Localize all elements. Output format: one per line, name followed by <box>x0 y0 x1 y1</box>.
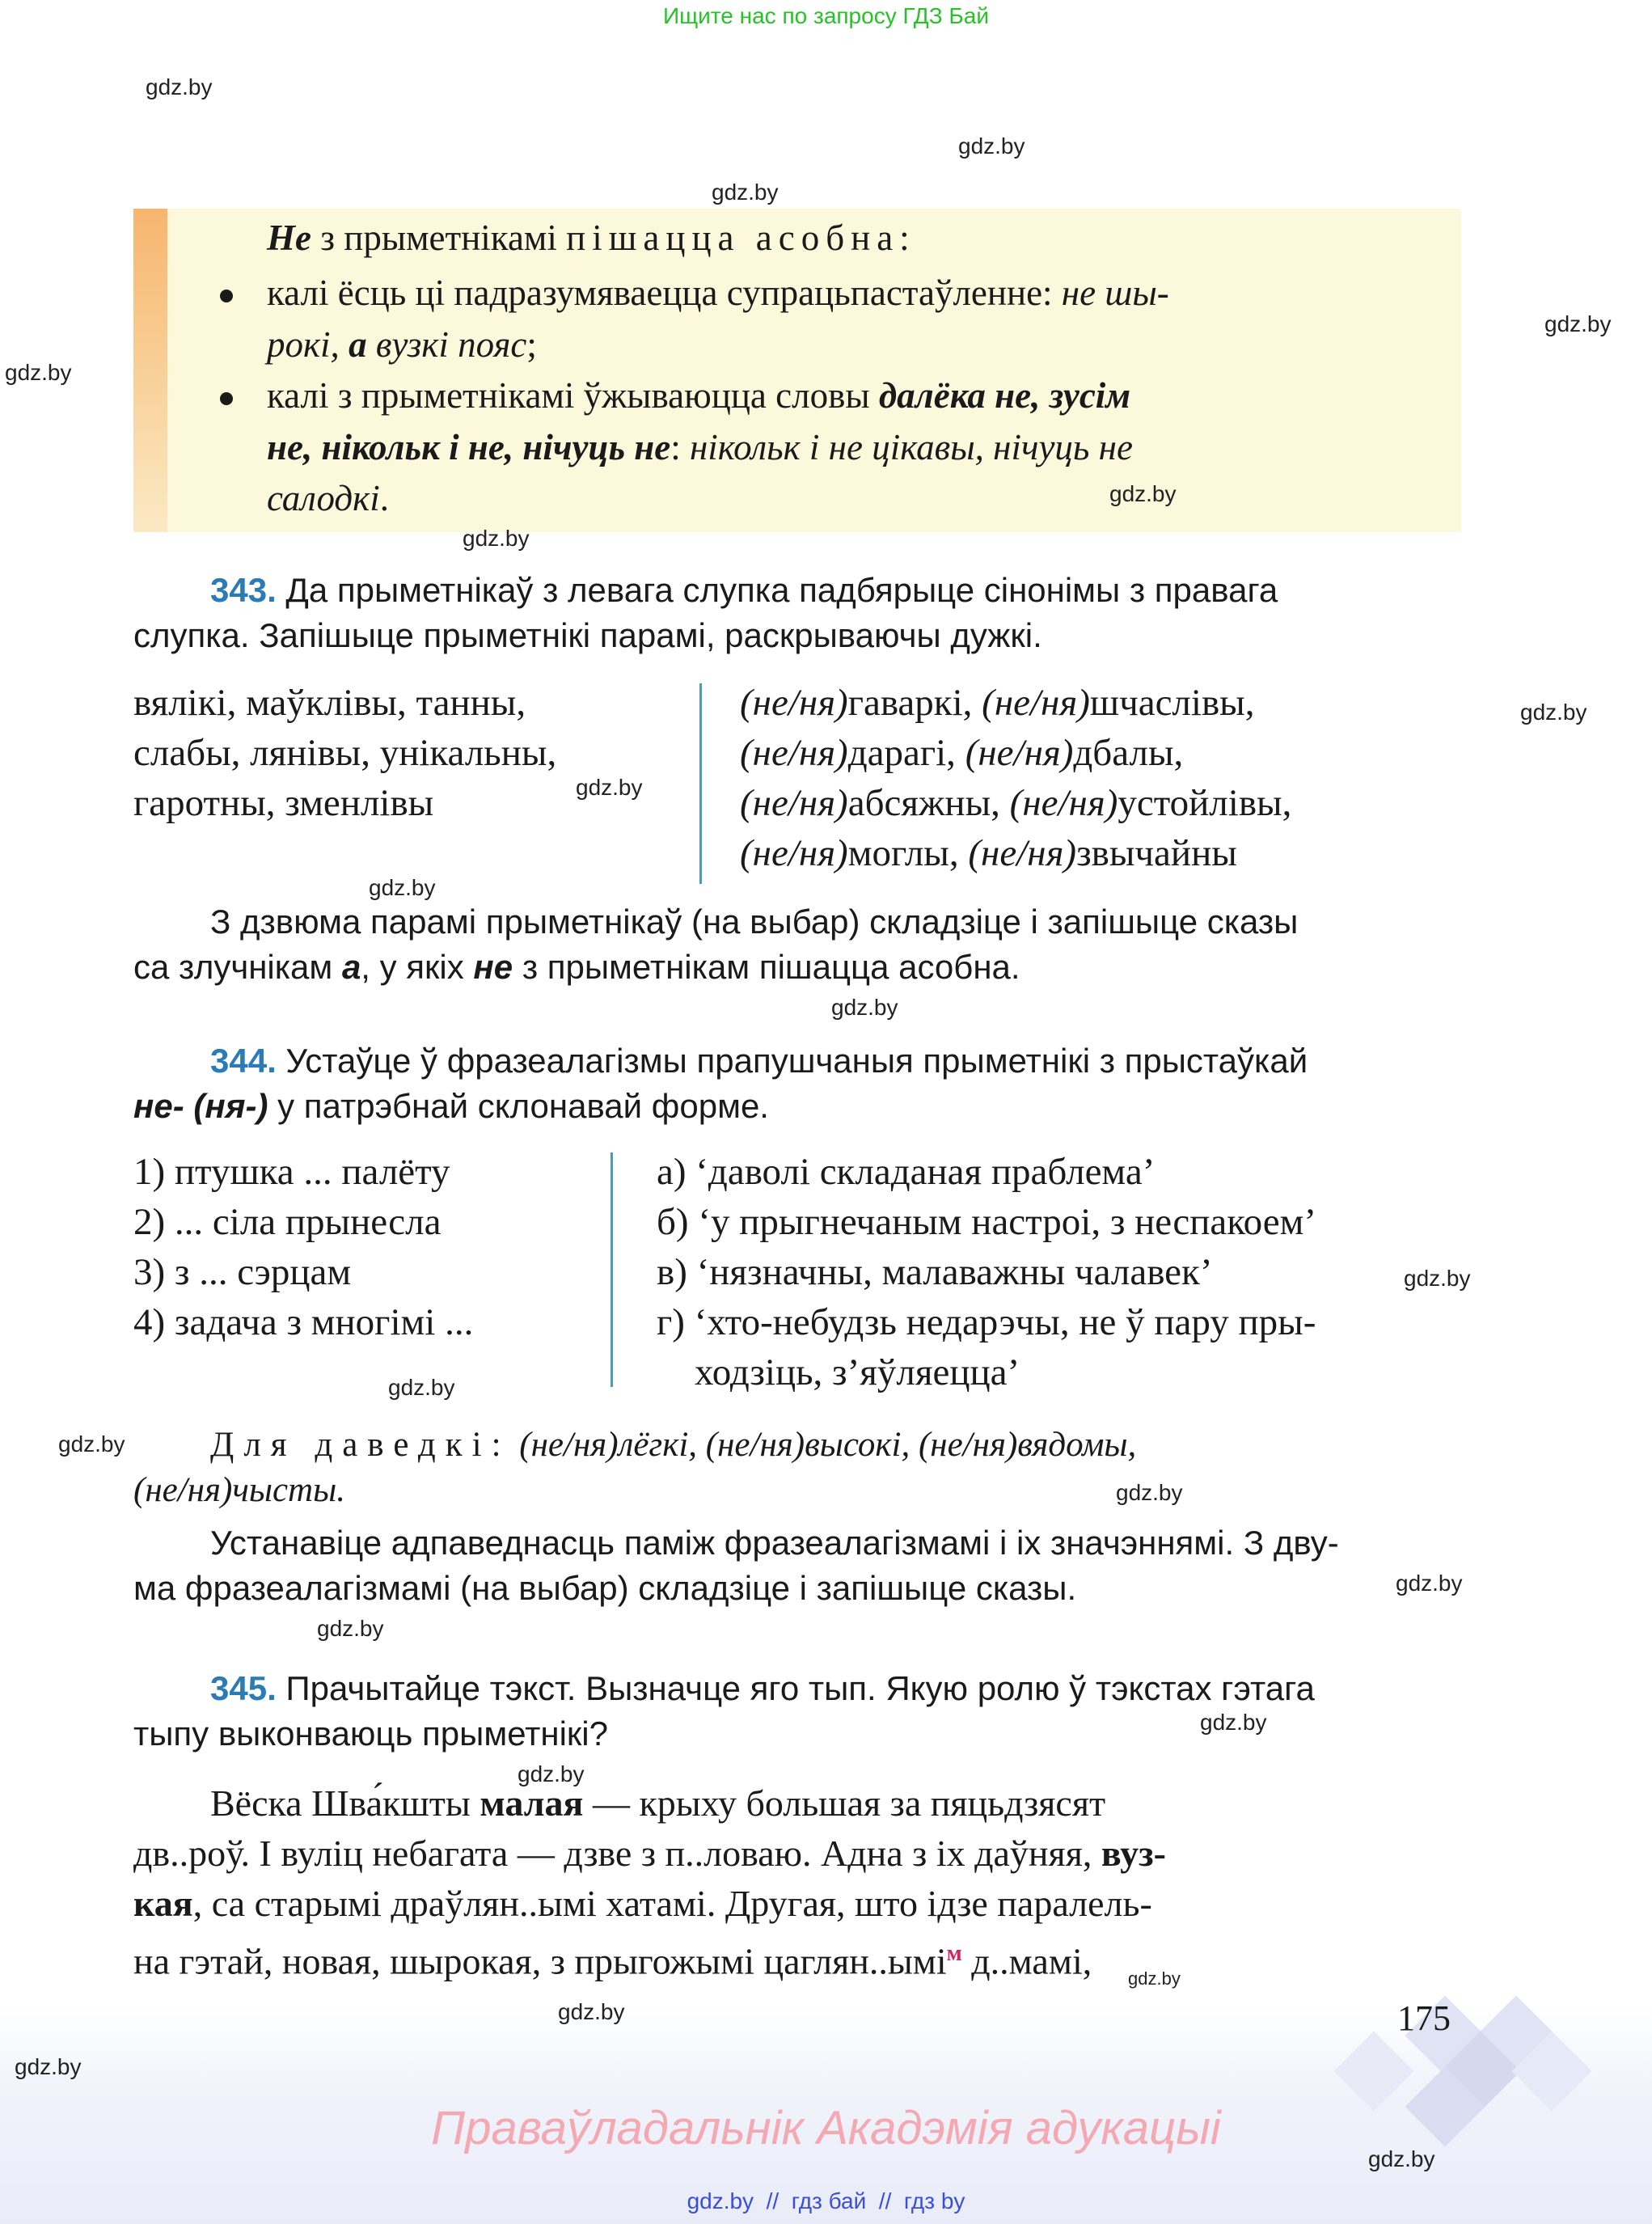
rule-bullet-1-line-1: калі ёсць ці падразумяваецца супрацьпастаўленне: не шы- <box>267 273 1169 313</box>
footnote-mark: м <box>946 1941 962 1966</box>
watermark: gdz.by <box>317 1616 384 1641</box>
task-344-instruction: Устанавіце адпаведнасць паміж фразеалагізмамі і іх значэннямі. З дву- <box>210 1524 1339 1562</box>
watermark: gdz.by <box>1200 1710 1267 1735</box>
task-344-right-item: б) ‘у прыгнечаным настроі, з неспакоем’ <box>657 1201 1316 1243</box>
watermark: gdz.by <box>463 526 530 551</box>
watermark: gdz.by <box>146 74 213 99</box>
task-344-left-item: 2) ... сіла прынесла <box>133 1201 442 1243</box>
task-345-text-line-2: дв..роў. І вуліц небагата — дзве з п..ловаю. Адна з іх даўняя, вуз- <box>133 1833 1166 1874</box>
rule-bullet-1-line-2: рокі, а вузкі пояс; <box>267 324 537 365</box>
watermark: gdz.by <box>1368 2146 1435 2171</box>
task-343-instruction: З дзвюма парамі прыметнікаў (на выбар) складзіце і запішыце сказы <box>210 903 1299 941</box>
task-344-right-item: ходзіць, з’яўляецца’ <box>657 1351 1020 1393</box>
task-344-instruction-line-2: ма фразеалагізмамі (на выбар) складзіце і запішыце сказы. <box>133 1569 1077 1607</box>
watermark: gdz.by <box>1396 1571 1463 1596</box>
watermark: gdz.by <box>712 180 779 205</box>
copyright-notice: Праваўладальнік Акадэмія адукацыі <box>431 2102 1221 2154</box>
rule-bullet-2-line-1: калі з прыметнікамі ўжываюцца словы далёка не, зусім <box>267 375 1131 416</box>
rule-box-stripe <box>133 209 167 532</box>
watermark: gdz.by <box>369 875 436 900</box>
task-343-left-row: гаротны, зменлівы <box>133 782 434 824</box>
task-344-left-item: 4) задача з многімі ... <box>133 1301 474 1343</box>
watermark: gdz.by <box>1116 1480 1183 1505</box>
task-344-reference: Для даведкі: (не/ня)лёгкі, (не/ня)высокі, (не/ня)вядомы, <box>210 1426 1137 1464</box>
task-345-text-line-4: на гэтай, новая, шырокая, з прыгожымі цаглян..ымі$^м$ д..мамі, <box>133 1940 1092 1982</box>
watermark: gdz.by <box>5 360 72 385</box>
task-343-left-row: вялікі, маўклівы, танны, <box>133 682 526 724</box>
rule-bullet-2-line-3: салодкі. <box>267 478 389 518</box>
task-345-heading: 345. Прачытайце тэкст. Вызначце яго тып. Якую ролю ў тэкстах гэтага <box>210 1669 1315 1707</box>
column-divider <box>699 683 702 884</box>
task-344-heading-line-2: не- (ня-) у патрэбнай склонавай форме. <box>133 1087 769 1125</box>
task-345-text-line-3: кая, са старымі драўлян..ымі хатамі. Другая, што ідзе паралель- <box>133 1883 1152 1924</box>
top-banner[interactable]: Ищите нас по запросу ГДЗ Бай <box>662 3 990 28</box>
watermark: gdz.by <box>388 1375 455 1400</box>
watermark: gdz.by <box>58 1431 125 1457</box>
task-343-heading-line-2: слупка. Запішыце прыметнікі парамі, раскрываючы дужкі. <box>133 616 1042 654</box>
task-343-left-row: слабы, лянівы, унікальны, <box>133 732 557 774</box>
watermark: gdz.by <box>1109 481 1177 506</box>
task-344-left-item: 3) з ... сэрцам <box>133 1251 352 1293</box>
watermark: gdz.by <box>576 775 643 800</box>
task-343-instruction-line-2: са злучнікам а, у якіх не з прыметнікам пішацца асобна. <box>133 948 1020 986</box>
task-345-heading-line-2: тыпу выконваюць прыметнікі? <box>133 1715 608 1753</box>
rule-bullet-2-line-2: не, нікольк і не, нічуць не: нікольк і не цікавы, нічуць не <box>267 427 1133 467</box>
task-343-heading: 343. Да прыметнікаў з левага слупка падбярыце сінонімы з правага <box>210 571 1278 609</box>
watermark: gdz.by <box>1520 700 1587 725</box>
page-number: 175 <box>1397 1998 1451 2038</box>
watermark: gdz.by <box>558 1999 625 2024</box>
watermark: gdz.by <box>15 2054 82 2079</box>
watermark: gdz.by <box>1128 1968 1181 1989</box>
watermark: gdz.by <box>958 133 1025 159</box>
rule-intro: Не з прыметнікамі пішацца асобна: <box>267 218 910 258</box>
watermark: gdz.by <box>1404 1266 1471 1291</box>
task-344-reference-line-2: (не/ня)чысты. <box>133 1471 345 1509</box>
task-343-right-row: (не/ня)дарагі, (не/ня)дбалы, <box>740 732 1184 774</box>
task-344-heading: 344. Устаўце ў фразеалагізмы прапушчаныя прыметнікі з прыстаўкай <box>210 1042 1308 1080</box>
bullet-icon <box>220 290 233 302</box>
bottom-links[interactable]: gdz.by // гдз бай // гдз by <box>687 2188 965 2213</box>
task-343-right-row: (не/ня)гаваркі, (не/ня)шчаслівы, <box>740 682 1255 724</box>
task-343-right-row: (не/ня)абсяжны, (не/ня)устойлівы, <box>740 782 1292 824</box>
watermark: gdz.by <box>518 1761 585 1786</box>
task-344-right-item: в) ‘нязначны, малаважны чалавек’ <box>657 1251 1213 1293</box>
task-345-text-line-1: Вёска Шва́кшты малая — крыху большая за пяцьдзясят <box>210 1782 1106 1824</box>
watermark: gdz.by <box>831 995 898 1020</box>
task-344-right-item: а) ‘даволі складаная праблема’ <box>657 1151 1156 1193</box>
watermark: gdz.by <box>1544 311 1612 336</box>
column-divider <box>611 1152 613 1387</box>
task-344-left-item: 1) птушка ... палёту <box>133 1151 450 1193</box>
bullet-icon <box>220 392 233 405</box>
task-344-right-item: г) ‘хто-небудзь недарэчы, не ў пару пры- <box>657 1301 1316 1343</box>
task-343-right-row: (не/ня)моглы, (не/ня)звычайны <box>740 832 1237 874</box>
